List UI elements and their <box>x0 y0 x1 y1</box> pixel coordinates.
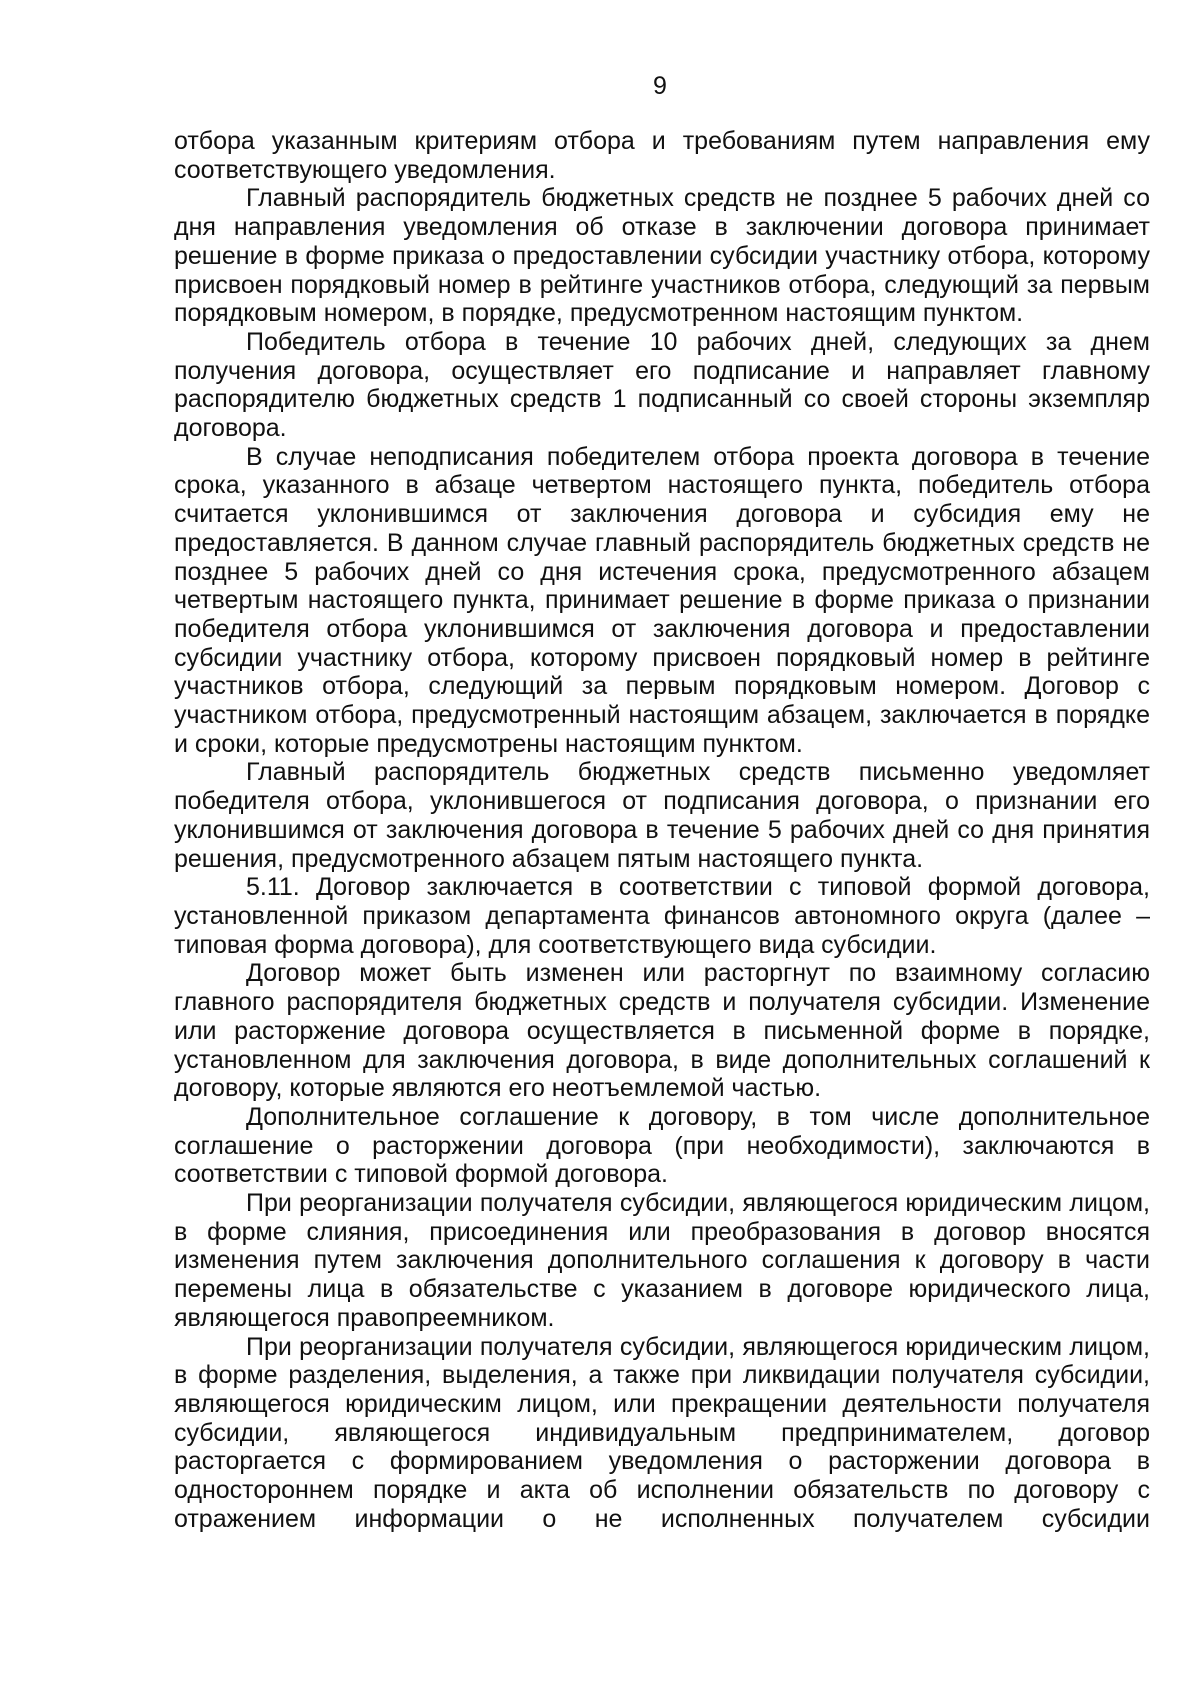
paragraph: Главный распорядитель бюджетных средств письменно уведомляет победителя отбора, уклонившегося от подписания договора, о признании его уклонившимся от заключения договора в течение 5 рабочих дней со дня принятия решения, предусмотренного абзацем пятым настоящего пункта. <box>174 758 1150 873</box>
paragraph-continuation: отбора указанным критериям отбора и требованиям путем направления ему соответствующего уведомления. <box>174 127 1150 184</box>
paragraph: При реорганизации получателя субсидии, являющегося юридическим лицом, в форме слияния, присоединения или преобразования в договор вносятся изменения путем заключения дополнительного соглашения к договору в части перемены лица в обязательстве с указанием в договоре юридического лица, являющегося правопреемником. <box>174 1189 1150 1332</box>
page-number: 9 <box>653 72 667 100</box>
paragraph-section-5-11: 5.11. Договор заключается в соответствии с типовой формой договора, установленной приказом департамента финансов автономного округа (далее – типовая форма договора), для соответствующего вида субсидии. <box>174 873 1150 959</box>
document-body <box>174 127 1150 1533</box>
paragraph: В случае неподписания победителем отбора проекта договора в течение срока, указанного в абзаце четвертом настоящего пункта, победитель отбора считается уклонившимся от заключения договора и субсидия ему не предоставляется. В данном случае главный распорядитель бюджетных средств не позднее 5 рабочих дней со дня истечения срока, предусмотренного абзацем четвертым настоящего пункта, принимает решение в форме приказа о признании победителя отбора уклонившимся от заключения договора и предоставлении субсидии участнику отбора, которому присвоен порядковый номер в рейтинге участников отбора, следующий за первым порядковым номером. Договор с участником отбора, предусмотренный настоящим абзацем, заключается в порядке и сроки, которые предусмотрены настоящим пунктом. <box>174 442 1150 758</box>
paragraph: Главный распорядитель бюджетных средств не позднее 5 рабочих дней со дня направления уведомления об отказе в заключении договора принимает решение в форме приказа о предоставлении субсидии участнику отбора, которому присвоен порядковый номер в рейтинге участников отбора, следующий за первым порядковым номером, в порядке, предусмотренном настоящим пунктом. <box>174 184 1150 328</box>
paragraph: Договор может быть изменен или расторгнут по взаимному согласию главного распорядителя бюджетных средств и получателя субсидии. Изменение или расторжение договора осуществляется в письменной форме в порядке, установленном для заключения договора, в виде дополнительных соглашений к договору, которые являются его неотъемлемой частью. <box>174 959 1150 1103</box>
paragraph: Победитель отбора в течение 10 рабочих дней, следующих за днем получения договора, осуществляет его подписание и направляет главному распорядителю бюджетных средств 1 подписанный со своей стороны экземпляр договора. <box>174 327 1150 443</box>
paragraph: Дополнительное соглашение к договору, в том числе дополнительное соглашение о расторжении договора (при необходимости), заключаются в соответствии с типовой формой договора. <box>174 1102 1150 1189</box>
paragraph-continues-next-page: При реорганизации получателя субсидии, являющегося юридическим лицом, в форме разделения, выделения, а также при ликвидации получателя субсидии, являющегося юридическим лицом, или прекращении деятельности получателя субсидии, являющегося индивидуальным предпринимателем, договор расторгается с формированием уведомления о расторжении договора в одностороннем порядке и акта об исполнении обязательств по договору с отражением информации о не исполненных получателем субсидии <box>174 1332 1150 1533</box>
